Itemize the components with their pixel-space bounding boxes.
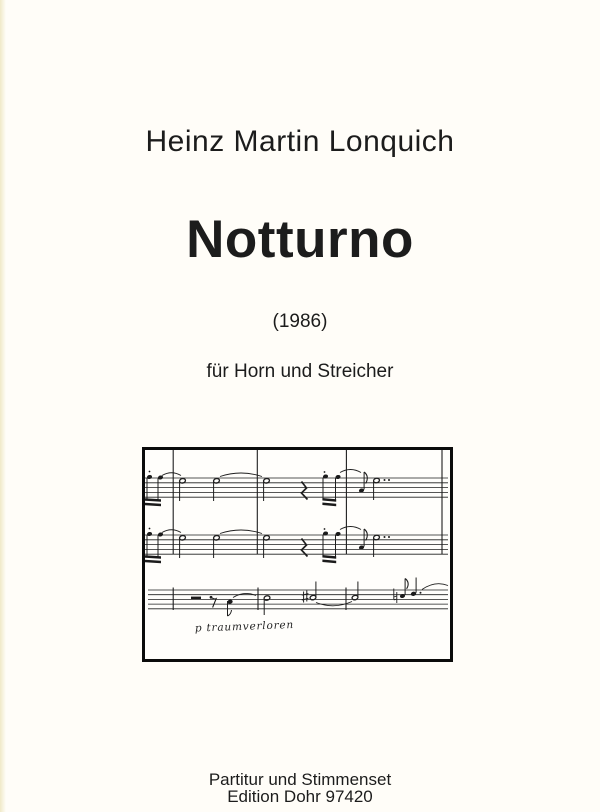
publisher-footer [0, 771, 600, 805]
dynamics-annotation: p traumverloren [194, 619, 295, 635]
natural-sign [394, 589, 397, 604]
sharp-sign [302, 591, 309, 603]
work-title: Notturno [186, 210, 414, 269]
scan-edge-artifact [0, 0, 6, 812]
composition-year: (1986) [272, 311, 328, 332]
staff-1 [145, 478, 448, 497]
handwritten-music-excerpt [145, 450, 450, 659]
music-excerpt-frame [142, 447, 453, 662]
staff-2 [145, 535, 448, 554]
barlines [173, 450, 442, 610]
edition-type-line: Partitur und Stimmenset [208, 770, 392, 789]
instrumentation-line: für Horn und Streicher [206, 361, 394, 382]
staff-3-notes [191, 578, 448, 617]
publisher-number-line: Edition Dohr 97420 [227, 787, 373, 806]
composer-name: Heinz Martin Lonquich [145, 125, 455, 158]
